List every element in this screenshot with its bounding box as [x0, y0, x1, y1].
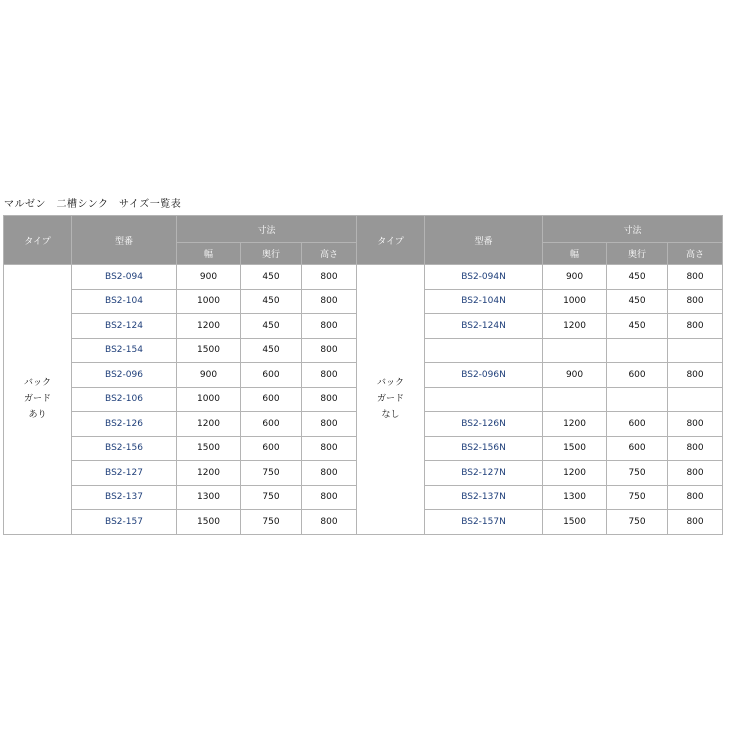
depth-cell: 750 [241, 510, 302, 535]
depth-cell: 600 [607, 436, 668, 461]
height-cell: 800 [668, 485, 723, 510]
height-cell: 800 [668, 412, 723, 437]
header-height-right: 高さ [668, 243, 723, 265]
depth-cell: 450 [607, 265, 668, 290]
header-width-right: 幅 [543, 243, 607, 265]
width-cell: 1500 [177, 338, 241, 363]
height-cell: 800 [668, 314, 723, 339]
model-cell: BS2-094 [72, 265, 177, 290]
width-cell: 900 [177, 363, 241, 388]
model-cell: BS2-096 [72, 363, 177, 388]
depth-cell: 600 [241, 436, 302, 461]
table-row [4, 265, 723, 290]
height-cell: 800 [302, 510, 357, 535]
depth-cell: 750 [241, 461, 302, 486]
height-cell: 800 [302, 387, 357, 412]
depth-cell: 600 [607, 412, 668, 437]
width-cell: 1200 [177, 461, 241, 486]
model-cell: BS2-096N [425, 363, 543, 388]
model-cell: BS2-157 [72, 510, 177, 535]
size-table [3, 215, 723, 535]
header-height-left: 高さ [302, 243, 357, 265]
width-cell: 1300 [177, 485, 241, 510]
width-cell: 900 [543, 265, 607, 290]
width-cell: 1200 [543, 461, 607, 486]
model-cell: BS2-106 [72, 387, 177, 412]
model-cell: BS2-094N [425, 265, 543, 290]
height-cell: 800 [668, 510, 723, 535]
header-model-right: 型番 [425, 216, 543, 265]
width-cell: 1000 [543, 289, 607, 314]
type-line: バック [377, 378, 405, 389]
width-cell: 1200 [543, 412, 607, 437]
model-cell: BS2-104 [72, 289, 177, 314]
type-cell-right [357, 265, 425, 535]
width-cell: 1500 [177, 436, 241, 461]
height-cell: 800 [302, 412, 357, 437]
header-type-right: タイプ [357, 216, 425, 265]
type-line: あり [28, 410, 47, 421]
height-cell: 800 [668, 436, 723, 461]
header-depth-left: 奥行 [241, 243, 302, 265]
width-cell: 1000 [177, 289, 241, 314]
width-cell: 1500 [543, 436, 607, 461]
height-cell [668, 338, 723, 363]
height-cell: 800 [302, 314, 357, 339]
height-cell: 800 [302, 461, 357, 486]
height-cell: 800 [668, 265, 723, 290]
width-cell [543, 338, 607, 363]
type-line: ガード [23, 394, 51, 405]
header-depth-right: 奥行 [607, 243, 668, 265]
type-line: ガード [377, 394, 405, 405]
model-cell [425, 338, 543, 363]
width-cell: 1200 [177, 314, 241, 339]
table-body [4, 265, 723, 535]
width-cell: 900 [177, 265, 241, 290]
height-cell: 800 [668, 461, 723, 486]
depth-cell: 450 [241, 338, 302, 363]
width-cell: 1200 [177, 412, 241, 437]
model-cell [425, 387, 543, 412]
page-title: マルゼン 二槽シンク サイズ一覧表 [4, 199, 182, 210]
depth-cell: 450 [241, 265, 302, 290]
depth-cell: 450 [241, 314, 302, 339]
depth-cell: 600 [241, 412, 302, 437]
width-cell: 1500 [177, 510, 241, 535]
depth-cell [607, 338, 668, 363]
depth-cell: 750 [607, 485, 668, 510]
model-cell: BS2-137 [72, 485, 177, 510]
width-cell: 1300 [543, 485, 607, 510]
width-cell: 900 [543, 363, 607, 388]
depth-cell [607, 387, 668, 412]
depth-cell: 450 [241, 289, 302, 314]
type-line: バック [23, 378, 51, 389]
height-cell: 800 [302, 436, 357, 461]
depth-cell: 450 [607, 289, 668, 314]
depth-cell: 600 [607, 363, 668, 388]
width-cell [543, 387, 607, 412]
width-cell: 1500 [543, 510, 607, 535]
model-cell: BS2-127N [425, 461, 543, 486]
depth-cell: 750 [241, 485, 302, 510]
depth-cell: 450 [607, 314, 668, 339]
model-cell: BS2-156N [425, 436, 543, 461]
depth-cell: 750 [607, 510, 668, 535]
height-cell [668, 387, 723, 412]
model-cell: BS2-137N [425, 485, 543, 510]
type-cell-left [4, 265, 72, 535]
height-cell: 800 [668, 289, 723, 314]
header-type-left: タイプ [4, 216, 72, 265]
height-cell: 800 [302, 485, 357, 510]
header-width-left: 幅 [177, 243, 241, 265]
model-cell: BS2-126N [425, 412, 543, 437]
model-cell: BS2-126 [72, 412, 177, 437]
model-cell: BS2-154 [72, 338, 177, 363]
model-cell: BS2-104N [425, 289, 543, 314]
depth-cell: 600 [241, 363, 302, 388]
model-cell: BS2-124N [425, 314, 543, 339]
header-model-left: 型番 [72, 216, 177, 265]
header-dims-right: 寸法 [543, 216, 723, 243]
height-cell: 800 [668, 363, 723, 388]
depth-cell: 600 [241, 387, 302, 412]
height-cell: 800 [302, 338, 357, 363]
height-cell: 800 [302, 289, 357, 314]
height-cell: 800 [302, 265, 357, 290]
width-cell: 1200 [543, 314, 607, 339]
model-cell: BS2-124 [72, 314, 177, 339]
model-cell: BS2-156 [72, 436, 177, 461]
height-cell: 800 [302, 363, 357, 388]
model-cell: BS2-127 [72, 461, 177, 486]
model-cell: BS2-157N [425, 510, 543, 535]
depth-cell: 750 [607, 461, 668, 486]
header-dims-left: 寸法 [177, 216, 357, 243]
width-cell: 1000 [177, 387, 241, 412]
type-line: なし [381, 410, 400, 421]
